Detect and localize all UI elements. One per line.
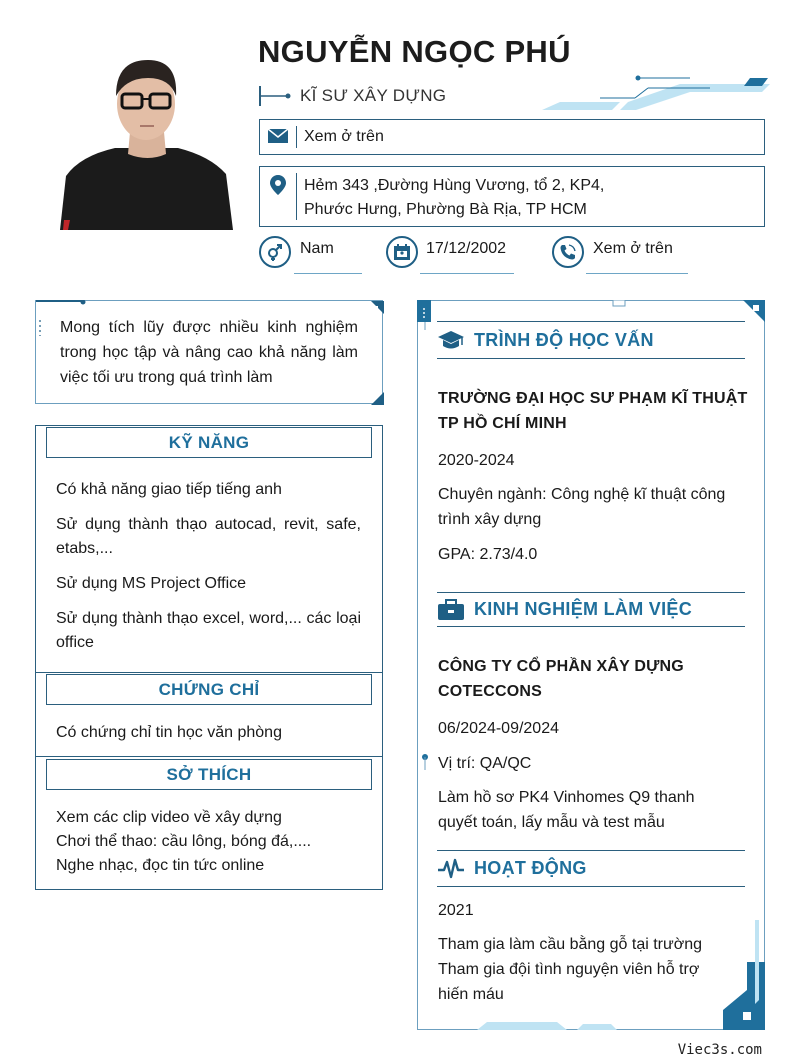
activity-line-1: Tham gia làm cầu bằng gỗ tại trường: [438, 936, 703, 953]
phone-icon: [552, 236, 584, 268]
gender-value: Nam: [300, 240, 334, 257]
gender-underline: [294, 273, 362, 274]
skills-item: Sử dụng thành thạo autocad, revit, safe, etabs,...: [56, 516, 361, 557]
experience-position: Vị trí: QA/QC: [438, 755, 532, 772]
candidate-name: NGUYỄN NGỌC PHÚ: [258, 34, 571, 69]
birthday-value: 17/12/2002: [426, 240, 507, 257]
location-pin-icon: [260, 167, 296, 226]
calendar-icon: [386, 236, 418, 268]
hobbies-title: SỞ THÍCH: [46, 759, 372, 790]
gender-icon: [259, 236, 291, 268]
certificate-item: Có chứng chỉ tin học văn phòng: [56, 724, 282, 741]
address-line-2: Phước Hưng, Phường Bà Rịa, TP HCM: [304, 201, 587, 218]
email-icon: [260, 120, 296, 154]
briefcase-icon: [437, 598, 465, 622]
certificates-title: CHỨNG CHỈ: [46, 674, 372, 705]
experience-desc-line-2: quyết toán, lấy mẫu và test mẫu: [438, 814, 665, 831]
activity-line-3: hiến máu: [438, 986, 504, 1003]
skills-item: Sử dụng thành thạo excel, word,... các loại office: [56, 610, 361, 651]
profile-photo: [60, 56, 233, 230]
address-line-1: Hẻm 343 ,Đường Hùng Vương, tổ 2, KP4,: [304, 177, 605, 194]
graduation-cap-icon: [437, 328, 465, 352]
phone-value: Xem ở trên: [593, 240, 673, 257]
email-value: Xem ở trên: [304, 128, 384, 145]
career-objective: Mong tích lũy được nhiều kinh nghiệm trong học tập và nâng cao khả năng làm việc tối ưu trong quá trình làm: [60, 319, 358, 386]
skills-item: Sử dụng MS Project Office: [56, 575, 247, 592]
address-row: [259, 166, 765, 227]
hobby-item: Xem các clip video về xây dựng: [56, 809, 282, 826]
pulse-icon: [437, 857, 465, 881]
skills-item: Có khả năng giao tiếp tiếng anh: [56, 481, 282, 498]
education-title: TRÌNH ĐỘ HỌC VẤN: [474, 330, 654, 350]
role-line-icon: [259, 85, 291, 107]
phone-underline: [586, 273, 688, 274]
experience-desc-line-1: Làm hồ sơ PK4 Vinhomes Q9 thanh: [438, 789, 695, 806]
birthday-underline: [420, 273, 514, 274]
school-name-line-2: TP HỒ CHÍ MINH: [438, 415, 567, 432]
major-line-1: Chuyên ngành: Công nghệ kĩ thuật công: [438, 486, 726, 503]
skills-title: KỸ NĂNG: [46, 427, 372, 458]
company-name-line-2: COTECCONS: [438, 683, 543, 700]
experience-title: KINH NGHIỆM LÀM VIỆC: [474, 599, 693, 619]
activities-year: 2021: [438, 902, 474, 919]
major-line-2: trình xây dựng: [438, 511, 542, 528]
gpa: GPA: 2.73/4.0: [438, 546, 538, 563]
hobby-item: Chơi thể thao: cầu lông, bóng đá,....: [56, 833, 312, 850]
address-value: [304, 174, 604, 222]
activities-title: HOẠT ĐỘNG: [474, 858, 587, 878]
watermark: Viec3s.com: [677, 1042, 762, 1058]
job-title: KĨ SƯ XÂY DỰNG: [300, 86, 447, 105]
header-decoration: [540, 74, 770, 114]
company-name-line-1: CÔNG TY CỔ PHẦN XÂY DỰNG: [438, 658, 684, 675]
education-years: 2020-2024: [438, 452, 515, 469]
email-row: [259, 119, 765, 155]
hobby-item: Nghe nhạc, đọc tin tức online: [56, 857, 265, 874]
activity-line-2: Tham gia đội tình nguyện viên hỗ trợ: [438, 961, 700, 978]
experience-period: 06/2024-09/2024: [438, 720, 559, 737]
school-name-line-1: TRƯỜNG ĐẠI HỌC SƯ PHẠM KĨ THUẬT: [438, 390, 748, 407]
